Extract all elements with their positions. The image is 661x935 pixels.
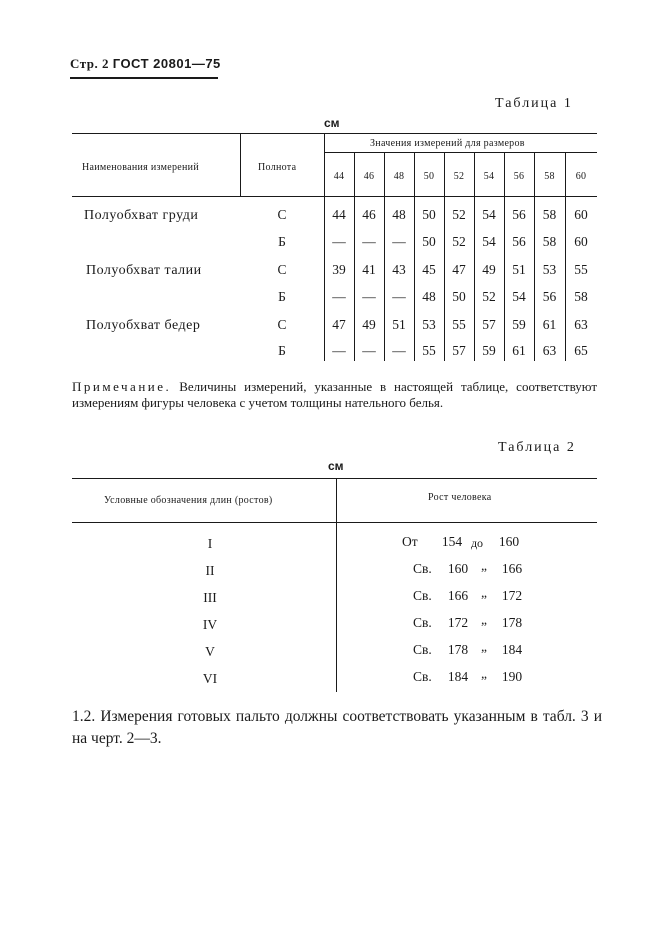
- table2-to: 160: [498, 534, 520, 549]
- table2-from: 160: [447, 561, 469, 576]
- table1-row-name: Полуобхват талии: [86, 263, 202, 278]
- table1-cell: —: [362, 343, 376, 358]
- table1-header-fullness: Полнота: [258, 162, 297, 173]
- table1-row-fullness: Б: [278, 289, 286, 304]
- table2-code: IV: [202, 617, 218, 632]
- table2-title: Таблица 2: [498, 440, 576, 455]
- table1-top-rule: [72, 133, 597, 134]
- table1-unit: см: [324, 116, 340, 130]
- table1-cell: 41: [362, 262, 376, 277]
- table1-cell: 47: [332, 317, 346, 332]
- table1-cell: 48: [422, 289, 436, 304]
- table1-header-name: Наименования измерений: [82, 162, 199, 173]
- header-rule: [70, 77, 218, 79]
- table2-to: 184: [501, 642, 523, 657]
- table1-cell: —: [392, 343, 406, 358]
- table2-sep: до: [470, 536, 484, 550]
- table1-cell: 53: [542, 262, 557, 277]
- table1-cell: 52: [452, 234, 466, 249]
- table2-prefix: Св.: [413, 588, 432, 603]
- table1-cell: 43: [392, 262, 406, 277]
- table1-cell: 61: [512, 343, 526, 358]
- table2-sep: „: [481, 639, 487, 654]
- gost-code: ГОСТ 20801—75: [112, 56, 221, 71]
- table1-size-header: 46: [363, 171, 375, 182]
- page-number: Стр. 2: [70, 56, 109, 71]
- table1-cell: —: [332, 234, 346, 249]
- table1-divider: [240, 133, 241, 196]
- table1-cell: 58: [542, 234, 557, 249]
- table1-cell: —: [332, 343, 346, 358]
- table1-cell: 50: [422, 207, 436, 222]
- table1-cell: 63: [542, 343, 557, 358]
- table2-to: 172: [501, 588, 523, 603]
- table1-cell: 57: [452, 343, 466, 358]
- table1-row-fullness: Б: [278, 343, 286, 358]
- table1-cell: 65: [574, 343, 588, 358]
- table1-cell: 54: [512, 289, 526, 304]
- table2-from: 178: [447, 642, 469, 657]
- page-header: [70, 56, 221, 72]
- table1-size-header: 54: [483, 171, 495, 182]
- table1-cell: 55: [422, 343, 436, 358]
- table1-cell: —: [362, 234, 376, 249]
- table1-cell: 49: [482, 262, 496, 277]
- table1-note: [72, 379, 597, 411]
- table1-cell: 51: [392, 317, 406, 332]
- table1-cell: 60: [574, 207, 588, 222]
- table1-size-header: 50: [423, 171, 435, 182]
- table1-cell: 46: [362, 207, 376, 222]
- table2-code: III: [203, 590, 217, 605]
- table1-cell: 56: [542, 289, 557, 304]
- table1-row-fullness: С: [277, 317, 287, 332]
- table1-cell: 52: [452, 207, 466, 222]
- table1-cell: 45: [422, 262, 436, 277]
- table1-cell: —: [392, 289, 406, 304]
- table2-unit: см: [328, 459, 344, 473]
- table2-header-left: Условные обозначения длин (ростов): [104, 495, 273, 506]
- table2-code: II: [205, 563, 215, 578]
- table2-code: I: [207, 536, 213, 551]
- table1-cell: 59: [512, 317, 526, 332]
- table1-size-header: 60: [575, 171, 587, 182]
- table1-cell: 60: [574, 234, 588, 249]
- table2-from: 172: [447, 615, 469, 630]
- table1-cell: 52: [482, 289, 496, 304]
- table2-code: VI: [202, 671, 218, 686]
- table2-code: V: [205, 644, 215, 659]
- table1-cell: 54: [482, 207, 496, 222]
- table1-cell: —: [332, 289, 346, 304]
- table2-sep: „: [481, 612, 487, 627]
- table1-cell: 48: [392, 207, 406, 222]
- table1-size-header: 52: [453, 171, 465, 182]
- table2-to: 166: [501, 561, 523, 576]
- table1-cell: —: [362, 289, 376, 304]
- table2-prefix: От: [402, 534, 418, 549]
- table1-sizes-rule: [324, 152, 597, 153]
- table1-cell: 63: [574, 317, 588, 332]
- table1-cell: 54: [482, 234, 496, 249]
- table1-cell: 55: [452, 317, 466, 332]
- table1-row-fullness: С: [277, 207, 287, 222]
- paragraph-1-2: 1.2. Измерения готовых пальто должны соответствовать указанным в табл. 3 и на черт. 2—3.: [72, 708, 602, 747]
- table1-title: Таблица 1: [495, 96, 573, 111]
- table1-size-header: 58: [544, 171, 555, 182]
- note-label: Примечание.: [72, 379, 172, 394]
- table1-cell: 39: [332, 262, 346, 277]
- table1-cell: 47: [452, 262, 466, 277]
- table2-prefix: Св.: [413, 561, 432, 576]
- table2-prefix: Св.: [413, 615, 432, 630]
- table2-header-right: Рост человека: [428, 492, 492, 503]
- table1-cell: 59: [482, 343, 496, 358]
- table2-top-rule: [72, 478, 597, 479]
- table1-header-sizes: Значения измерений для размеров: [370, 138, 525, 149]
- table2-sep: „: [481, 666, 487, 681]
- table1-cell: 61: [542, 317, 557, 332]
- table1-size-header: 56: [513, 171, 525, 182]
- table1-cell: 51: [512, 262, 526, 277]
- table1-cell: 58: [542, 207, 557, 222]
- table2-prefix: Св.: [413, 642, 432, 657]
- table1-row-name: Полуобхват бедер: [86, 318, 201, 333]
- table1-size-header: 44: [333, 171, 345, 182]
- table2-to: 178: [501, 615, 523, 630]
- table2-to: 190: [501, 669, 523, 684]
- table1-cell: 50: [452, 289, 466, 304]
- table2-from: 166: [447, 588, 469, 603]
- table1-cell: 56: [512, 207, 526, 222]
- table2-from: 154: [441, 534, 463, 549]
- table2-divider: [336, 478, 337, 692]
- table1-cell: 55: [574, 262, 588, 277]
- table1-cell: 56: [512, 234, 526, 249]
- table1-cell: 58: [574, 289, 588, 304]
- table2-sep: „: [481, 585, 487, 600]
- table1-row-name: Полуобхват груди: [84, 208, 199, 223]
- note-text: Величины измерений, указанные в настоящей таблице, соответствуют измерениям фигуры человека с учетом толщины нательного белья.: [72, 379, 598, 410]
- table2-prefix: Св.: [413, 669, 432, 684]
- table1-row-fullness: Б: [278, 234, 286, 249]
- table1-cell: 57: [482, 317, 496, 332]
- table1-cell: 49: [362, 317, 376, 332]
- table1-cell: 50: [422, 234, 436, 249]
- table1-header-rule: [72, 196, 597, 197]
- table1-size-header: 48: [393, 171, 405, 182]
- table2-from: 184: [447, 669, 469, 684]
- table1-cell: —: [392, 234, 406, 249]
- table2-header-rule: [72, 522, 597, 523]
- table1-row-fullness: С: [277, 262, 287, 277]
- table1-cell: 44: [332, 207, 346, 222]
- table2-sep: „: [481, 558, 487, 573]
- table1-cell: 53: [422, 317, 436, 332]
